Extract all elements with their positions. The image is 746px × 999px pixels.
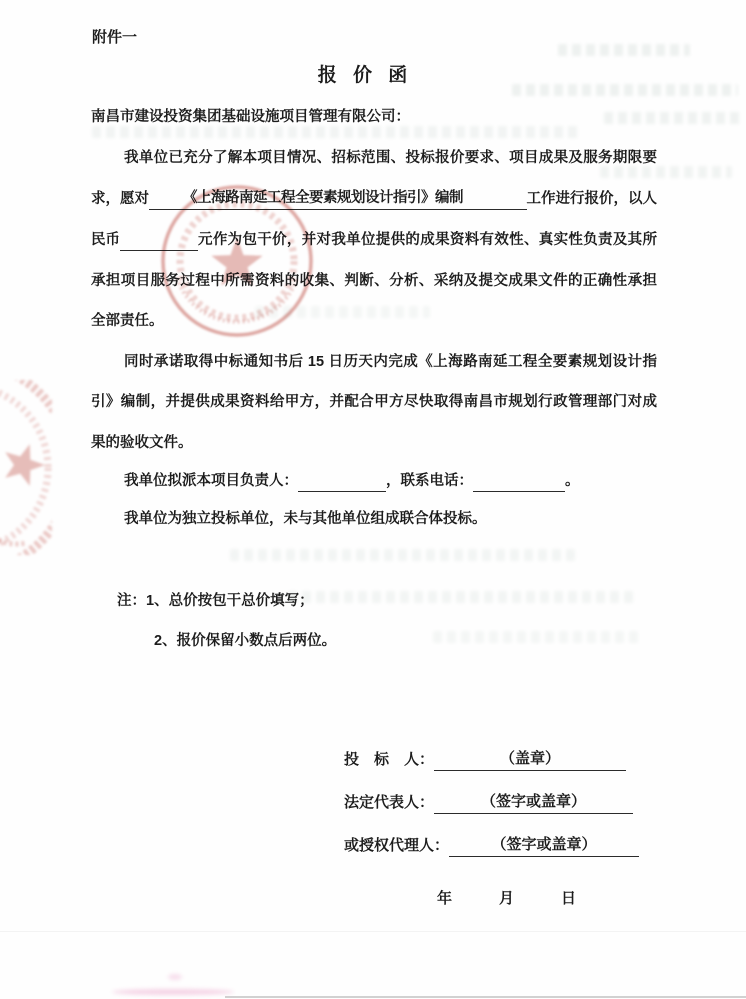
sign-or-seal-hint: （签字或盖章） <box>491 836 597 853</box>
date-year: 年 <box>437 890 453 907</box>
paragraph3-line <box>124 471 580 492</box>
bidder-signature-line <box>434 748 626 771</box>
phone-blank-underline <box>473 472 565 492</box>
blank-underline <box>463 190 527 210</box>
attachment-label: 附件一 <box>92 29 138 46</box>
date-month: 月 <box>499 890 515 907</box>
agent-label: 或授权代理人： <box>344 837 450 854</box>
period: 。 <box>565 473 580 489</box>
edge-seal-stamp <box>0 380 52 555</box>
scan-artifact-line <box>0 931 746 932</box>
bidder-label: 投 标 人： <box>344 751 435 768</box>
paragraph1-line1: 我单位已充分了解本项目情况、招标范围、投标报价要求、项目成果及服务期限要 <box>124 150 657 166</box>
bleed-through-text <box>230 549 575 561</box>
paragraph1-line5: 全部责任。 <box>91 313 164 329</box>
bleed-through-text <box>433 631 643 643</box>
paragraph2-line2: 引》编制，并提供成果资料给甲方，并配合甲方尽快取得南昌市规划行政管理部门对成 <box>91 394 657 410</box>
line2-suffix: 工作进行报价，以人 <box>526 191 657 207</box>
scan-bottom-edge <box>225 996 746 998</box>
manager-label: 我单位拟派本项目负责人： <box>124 473 298 489</box>
paragraph1-line4: 承担项目服务过程中所需资料的收集、判断、分析、采纳及提交成果文件的正确性承担 <box>91 273 657 289</box>
note-2: 2、报价保留小数点后两位。 <box>154 633 337 649</box>
legal-rep-signature-row <box>344 792 633 814</box>
bleed-through-text <box>558 44 690 56</box>
paragraph2-line3: 果的验收文件。 <box>91 435 193 451</box>
phone-label: ，联系电话： <box>386 473 473 489</box>
legal-rep-label: 法定代表人： <box>344 794 435 811</box>
pink-ink-smudge <box>112 989 234 995</box>
bleed-through-text <box>288 591 638 603</box>
seal-star-icon <box>211 237 262 286</box>
line3-suffix: 元作为包干价，并对我单位提供的成果资料有效性、真实性负责及其所 <box>198 232 657 248</box>
legal-rep-signature-line <box>434 791 633 814</box>
line2-prefix: 求，愿对 <box>91 191 149 207</box>
seal-hint: （盖章） <box>500 750 561 767</box>
page-title: 报 价 函 <box>317 65 409 86</box>
sign-or-seal-hint: （签字或盖章） <box>481 793 587 810</box>
edge-seal-star-icon <box>5 444 45 486</box>
agent-signature-row <box>344 835 639 857</box>
company-seal-stamp <box>157 180 317 342</box>
pink-ink-dot <box>168 974 182 980</box>
bleed-through-text <box>604 112 740 124</box>
bidder-signature-row <box>344 749 626 771</box>
addressee-line: 南昌市建设投资集团基础设施项目管理有限公司： <box>91 109 410 125</box>
date-day: 日 <box>561 890 577 907</box>
note-1: 注：1、总价按包干总价填写； <box>117 593 314 609</box>
paragraph2-line1: 同时承诺取得中标通知书后 15 日历天内完成《上海路南延工程全要素规划设计指 <box>124 354 657 370</box>
date-row <box>437 887 576 908</box>
line3-prefix: 民币 <box>91 232 120 248</box>
manager-blank-underline <box>298 472 386 492</box>
project-name-underlined: 《上海路南延工程全要素规划设计指引》编制 <box>183 188 463 210</box>
paragraph4-line: 我单位为独立投标单位，未与其他单位组成联合体投标。 <box>124 511 487 527</box>
bleed-through-text <box>92 126 580 138</box>
agent-signature-line <box>449 834 639 857</box>
